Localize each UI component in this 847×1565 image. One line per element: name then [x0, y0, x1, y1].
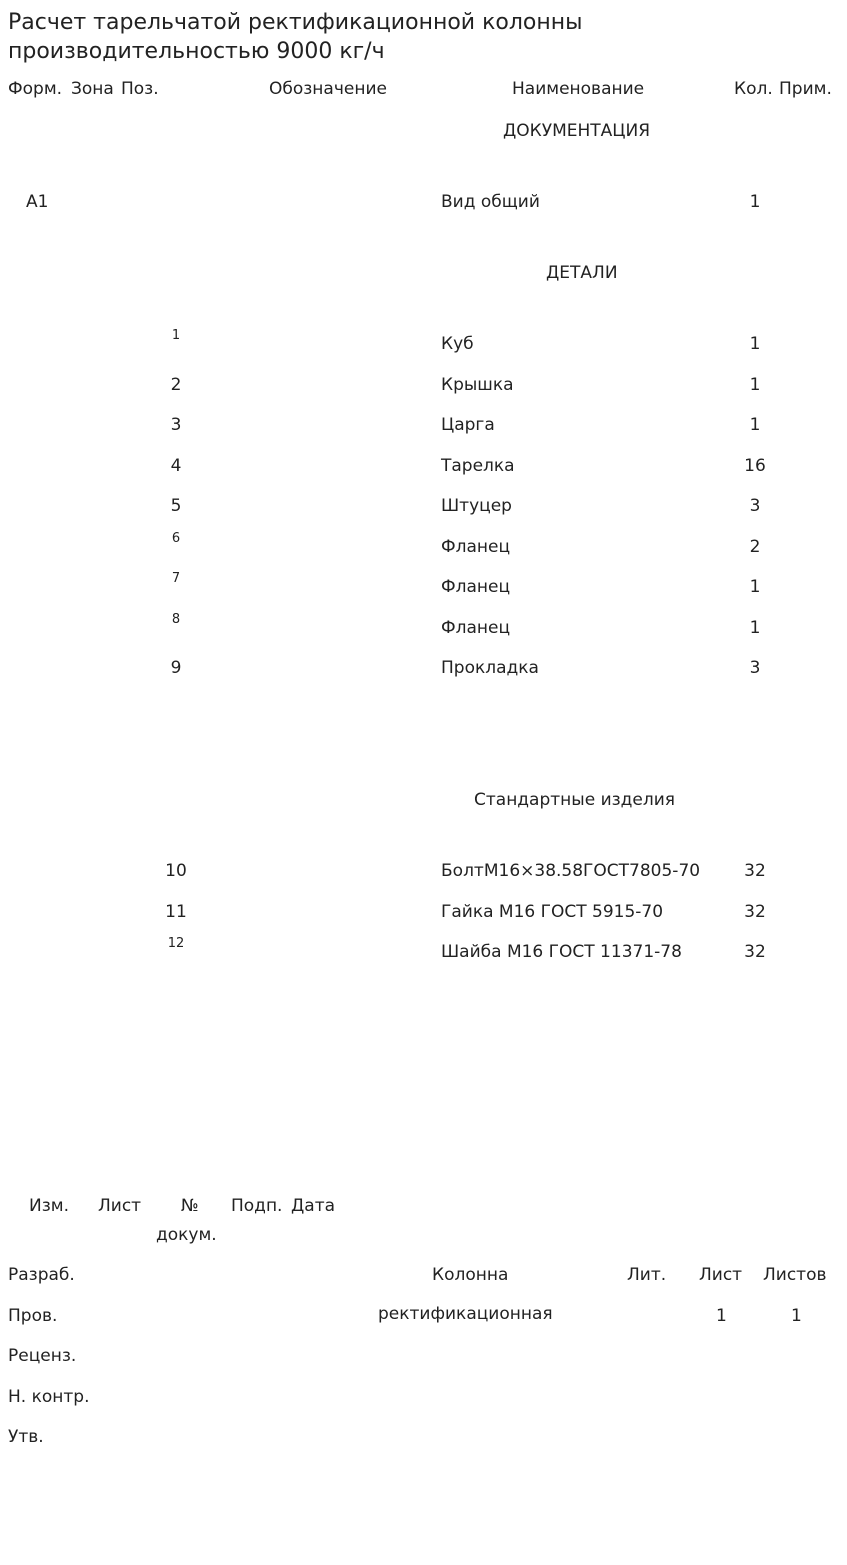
table-row — [0, 413, 847, 437]
header-form: Форм. — [8, 79, 63, 99]
table-row — [0, 612, 847, 640]
row-pos: 2 — [170, 375, 182, 395]
row-pos: 4 — [170, 456, 182, 476]
row-name: БолтМ16×38.58ГОСТ7805-70 — [441, 861, 701, 881]
tb-sheet-label: Лист — [699, 1265, 743, 1285]
table-row — [0, 900, 847, 924]
row-qty: 1 — [749, 192, 761, 212]
header-designation: Обозначение — [269, 79, 387, 99]
row-name: Штуцер — [441, 496, 512, 516]
row-pos: 10 — [165, 861, 187, 881]
table-row — [0, 190, 847, 214]
table-row — [0, 494, 847, 518]
row-name: Фланец — [441, 618, 511, 638]
table-row — [0, 571, 847, 599]
row-pos: 3 — [170, 415, 182, 435]
section-standard: Стандартные изделия — [474, 790, 676, 810]
table-row — [0, 859, 847, 883]
table-row — [0, 656, 847, 680]
table-row — [0, 328, 847, 356]
row-name: Фланец — [441, 577, 511, 597]
tb-sheets-value: 1 — [791, 1306, 802, 1326]
section-documentation: ДОКУМЕНТАЦИЯ — [503, 121, 651, 141]
tb-lit: Лит. — [627, 1265, 667, 1285]
header-name: Наименование — [512, 79, 645, 99]
tb-doc-no-2: докум. — [156, 1225, 217, 1245]
row-pos: 8 — [171, 612, 181, 627]
row-format: А1 — [26, 192, 49, 212]
tb-sign: Подп. — [231, 1196, 283, 1216]
tb-doc-no: № — [181, 1196, 199, 1216]
row-qty: 32 — [744, 861, 766, 881]
row-name: Крышка — [441, 375, 514, 395]
row-qty: 1 — [749, 415, 761, 435]
row-qty: 1 — [749, 375, 761, 395]
row-name: Прокладка — [441, 658, 539, 678]
row-pos: 1 — [171, 328, 181, 343]
tb-product-line2: ректификационная — [378, 1304, 553, 1324]
row-qty: 16 — [744, 456, 766, 476]
row-qty: 1 — [749, 618, 761, 638]
tb-role-developer: Разраб. — [8, 1265, 75, 1285]
header-zone: Зона — [71, 79, 114, 99]
document-title: Расчет тарельчатой ректификационной колонны производительностью 9000 кг/ч — [8, 10, 583, 64]
row-qty: 1 — [749, 577, 761, 597]
row-pos: 12 — [167, 936, 185, 951]
tb-role-normcontrol: Н. контр. — [8, 1387, 90, 1407]
table-row — [0, 454, 847, 478]
tb-izm: Изм. — [29, 1196, 69, 1216]
tb-sheets-label: Листов — [763, 1265, 827, 1285]
header-note: Прим. — [779, 79, 832, 99]
row-qty: 3 — [749, 496, 761, 516]
row-qty: 32 — [744, 942, 766, 962]
row-name: Куб — [441, 334, 474, 354]
row-name: Вид общий — [441, 192, 540, 212]
row-name: Фланец — [441, 537, 511, 557]
tb-sheet-value: 1 — [716, 1306, 727, 1326]
row-qty: 1 — [749, 334, 761, 354]
row-name: Гайка М16 ГОСТ 5915-70 — [441, 902, 664, 922]
table-row — [0, 531, 847, 559]
table-row — [0, 373, 847, 397]
row-qty: 32 — [744, 902, 766, 922]
row-qty: 3 — [749, 658, 761, 678]
row-name: Царга — [441, 415, 495, 435]
row-pos: 11 — [165, 902, 187, 922]
tb-product-line1: Колонна — [432, 1265, 509, 1285]
row-name: Шайба М16 ГОСТ 11371-78 — [441, 942, 682, 962]
header-qty: Кол. — [734, 79, 773, 99]
row-pos: 6 — [171, 531, 181, 546]
tb-role-reviewer: Реценз. — [8, 1346, 77, 1366]
row-qty: 2 — [749, 537, 761, 557]
row-name: Тарелка — [441, 456, 515, 476]
row-pos: 5 — [170, 496, 182, 516]
tb-role-approver: Утв. — [8, 1427, 44, 1447]
table-row — [0, 936, 847, 964]
row-pos: 9 — [170, 658, 182, 678]
row-pos: 7 — [171, 571, 181, 586]
header-pos: Поз. — [121, 79, 159, 99]
tb-list: Лист — [98, 1196, 142, 1216]
tb-role-checker: Пров. — [8, 1306, 58, 1326]
tb-date: Дата — [291, 1196, 336, 1216]
section-details: ДЕТАЛИ — [546, 263, 618, 283]
